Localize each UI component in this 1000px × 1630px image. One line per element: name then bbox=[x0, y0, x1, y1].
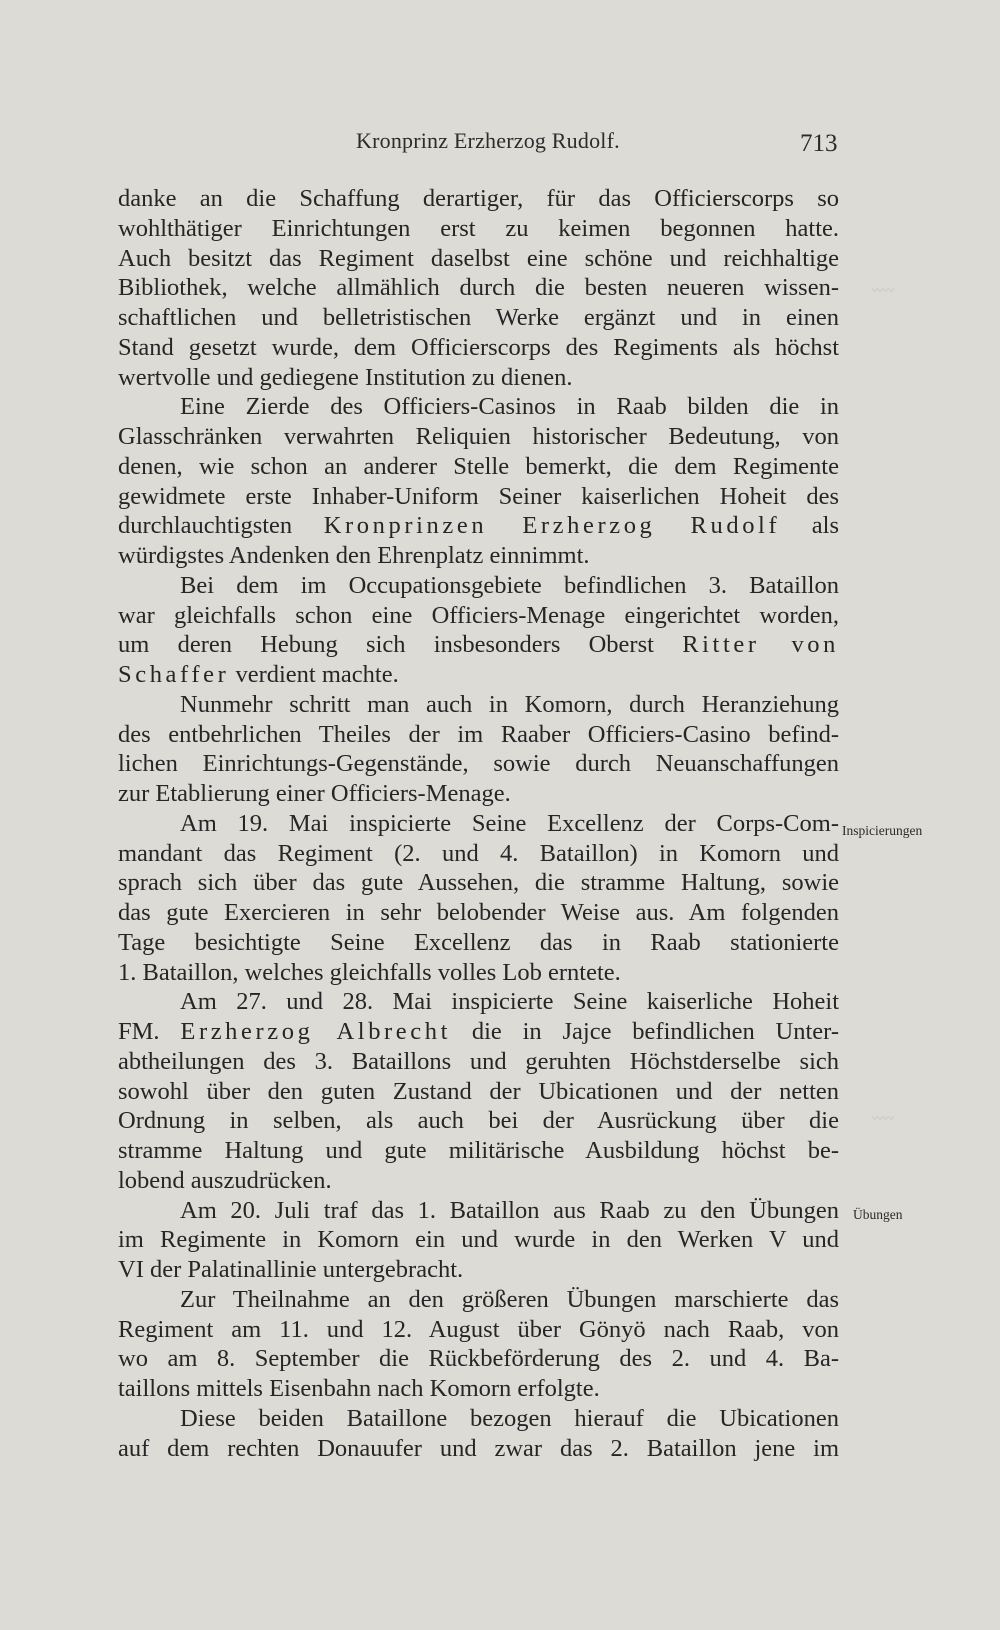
text-run: verdient machte. bbox=[235, 661, 399, 688]
text-line: Bei dem im Occupationsgebiete befindlichen 3. Bataillon bbox=[180, 571, 839, 599]
text-run: als bbox=[811, 512, 840, 540]
running-title: Kronprinz Erzherzog Rudolf. bbox=[356, 128, 620, 153]
text-line: mandant das Regiment (2. und 4. Bataillon) in Komorn und bbox=[118, 839, 839, 867]
text-line: würdigstes Andenken den Ehrenplatz einnimmt. bbox=[118, 542, 590, 569]
text-line: wertvolle und gediegene Institution zu dienen. bbox=[118, 363, 573, 391]
margin-note-ubungen: Übungen bbox=[853, 1207, 903, 1222]
show-through-mark: 〰〰 bbox=[872, 285, 894, 297]
show-through-mark: 〰〰 bbox=[872, 1113, 894, 1125]
text-line: Am 20. Juli traf das 1. Bataillon aus Raab zu den Übungen bbox=[180, 1196, 839, 1224]
spaced-name: Ritter von bbox=[682, 631, 840, 659]
text-line: taillons mittels Eisenbahn nach Komorn erfolgte. bbox=[118, 1375, 600, 1402]
spaced-name: Schaffer bbox=[118, 661, 230, 688]
text-line: Zur Theilnahme an den größeren Übungen marschierte das bbox=[180, 1285, 839, 1313]
text-line bbox=[118, 511, 839, 541]
text-line: Auch besitzt das Regiment daselbst eine schöne und reichhaltige bbox=[118, 244, 839, 272]
text-line: Eine Zierde des Officiers-Casinos in Raab bilden die in bbox=[180, 393, 839, 421]
text-line: Tage besichtigte Seine Excellenz das in Raab stationierte bbox=[118, 928, 839, 956]
text-line: Stand gesetzt wurde, dem Officierscorps des Regiments als höchst bbox=[118, 333, 839, 361]
text-line: war gleichfalls schon eine Officiers-Menage eingerichtet worden, bbox=[118, 601, 839, 629]
text-line: Nunmehr schritt man auch in Komorn, durch Heranziehung bbox=[180, 690, 839, 718]
text-line: Glasschränken verwahrten Reliquien historischer Bedeutung, von bbox=[118, 423, 839, 450]
text-line: auf dem rechten Donauufer und zwar das 2. Bataillon jene im bbox=[118, 1434, 839, 1462]
text-line: wo am 8. September die Rückbeförderung des 2. und 4. Ba- bbox=[118, 1345, 839, 1373]
page-number: 713 bbox=[800, 130, 838, 157]
text-line: 1. Bataillon, welches gleichfalls volles Lob erntete. bbox=[118, 958, 621, 986]
text-line: gewidmete erste Inhaber-Uniform Seiner kaiserlichen Hoheit des bbox=[118, 482, 839, 510]
text-run: FM. bbox=[118, 1018, 160, 1045]
text-run: die in Jajce befindlichen Unter- bbox=[471, 1018, 840, 1045]
spaced-name: Kronprinzen Erzherzog Rudolf bbox=[323, 512, 781, 540]
text-line: des entbehrlichen Theiles der im Raaber Officiers-Casino befind- bbox=[118, 720, 839, 748]
text-line bbox=[118, 1017, 839, 1047]
margin-note-inspicierungen: Inspicierungen bbox=[842, 823, 923, 838]
text-line: lobend auszudrücken. bbox=[118, 1166, 332, 1194]
text-line: Am 27. und 28. Mai inspicierte Seine kaiserliche Hoheit bbox=[180, 988, 839, 1016]
text-line: Ordnung in selben, als auch bei der Ausrückung über die bbox=[118, 1107, 839, 1135]
text-line: Am 19. Mai inspicierte Seine Excellenz der Corps-Com- bbox=[180, 809, 839, 837]
text-line: wohlthätiger Einrichtungen erst zu keimen begonnen hatte. bbox=[118, 214, 839, 242]
text-line bbox=[118, 660, 839, 690]
text-line: abtheilungen des 3. Bataillons und geruhten Höchstderselbe sich bbox=[118, 1047, 839, 1075]
text-line: das gute Exercieren in sehr belobender Weise aus. Am folgenden bbox=[118, 899, 839, 926]
text-line: danke an die Schaffung derartiger, für das Officierscorps so bbox=[118, 185, 839, 212]
text-line: VI der Palatinallinie untergebracht. bbox=[118, 1256, 464, 1283]
text-line bbox=[118, 630, 839, 660]
text-line: denen, wie schon an anderer Stelle bemerkt, die dem Regimente bbox=[118, 452, 839, 480]
text-line: zur Etablierung einer Officiers-Menage. bbox=[118, 780, 511, 807]
text-line: sowohl über den guten Zustand der Ubicationen und der netten bbox=[118, 1077, 839, 1105]
text-line: im Regimente in Komorn ein und wurde in den Werken V und bbox=[118, 1226, 839, 1254]
text-line: Regiment am 11. und 12. August über Gönyö nach Raab, von bbox=[118, 1315, 839, 1343]
text-run: um deren Hebung sich insbesonders Oberst bbox=[118, 631, 654, 659]
spaced-name: Erzherzog Albrecht bbox=[180, 1018, 452, 1045]
text-line: schaftlichen und belletristischen Werke ergänzt und in einen bbox=[118, 304, 839, 331]
body-text bbox=[118, 184, 839, 1463]
running-header bbox=[0, 124, 1000, 164]
text-line: sprach sich über das gute Aussehen, die stramme Haltung, sowie bbox=[118, 869, 839, 897]
text-line: lichen Einrichtungs-Gegenstände, sowie durch Neuanschaffungen bbox=[118, 750, 839, 778]
text-line: stramme Haltung und gute militärische Ausbildung höchst be- bbox=[118, 1137, 839, 1164]
text-line: Bibliothek, welche allmählich durch die besten neueren wissen- bbox=[118, 274, 839, 302]
text-run: durchlauchtigsten bbox=[118, 512, 293, 540]
text-line: Diese beiden Bataillone bezogen hierauf die Ubicationen bbox=[180, 1404, 839, 1432]
